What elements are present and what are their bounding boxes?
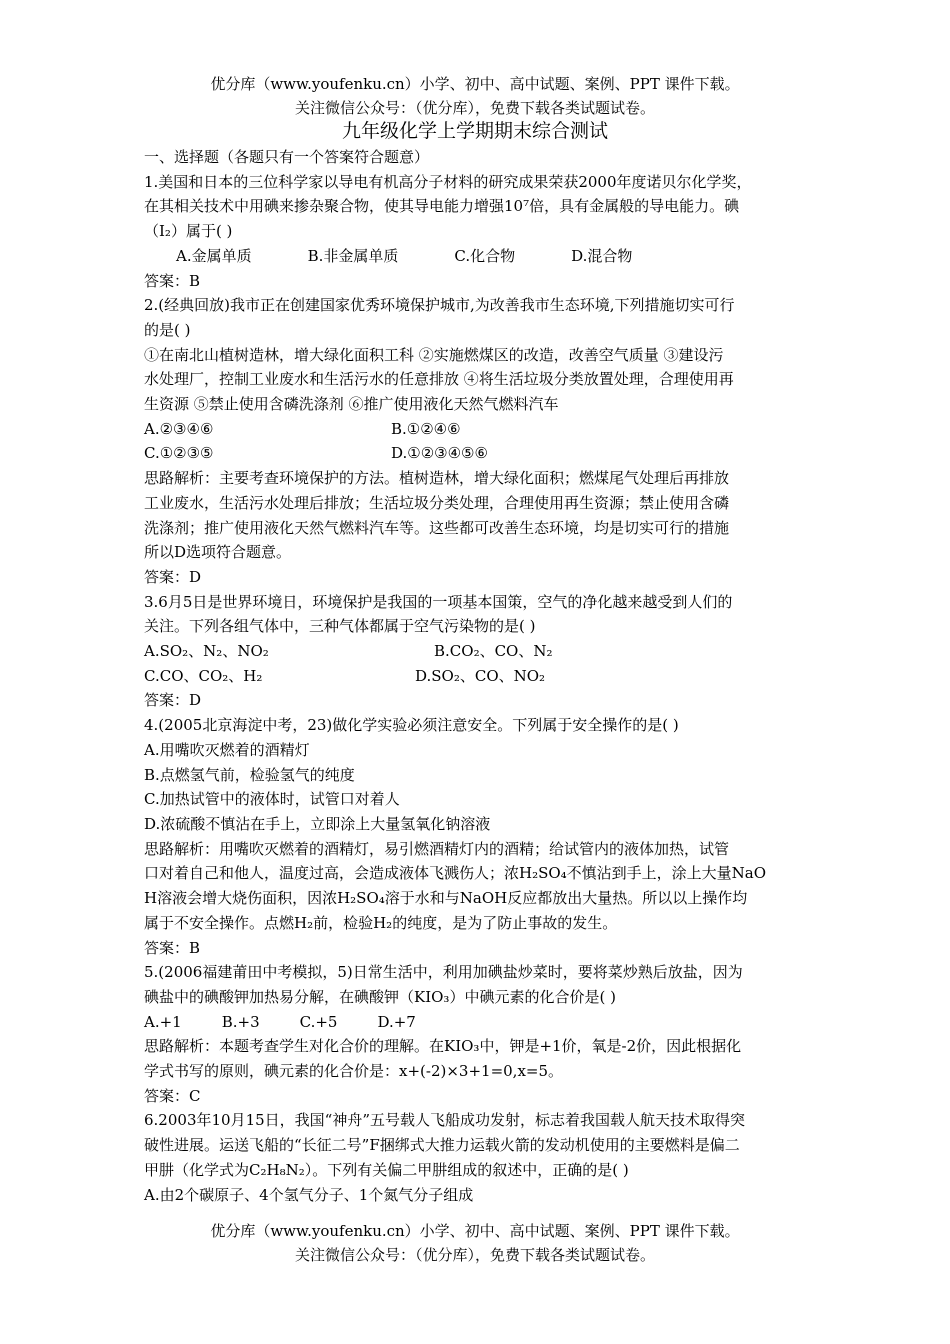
q2-explanation-2: 工业废水，生活污水处理后排放；生活垃圾分类处理，合理使用再生资源；禁止使用含磷: [144, 493, 730, 512]
q2-explanation-1: 思路解析：主要考查环境保护的方法。植树造林，增大绿化面积；燃煤尾气处理后再排放: [144, 469, 730, 488]
q5-option-d: D.+7: [377, 1012, 416, 1031]
page-header: [0, 72, 950, 120]
q3-option-d: D.SO₂、CO、NO₂: [415, 666, 546, 685]
header-line-1: 优分库（www.youfenku.cn）小学、初中、高中试题、案例、PPT 课件下载。: [210, 75, 740, 93]
q2-answer: 答案：D: [144, 567, 202, 586]
q3-answer: 答案：D: [144, 691, 202, 710]
q4-option-c: C.加热试管中的液体时，试管口对着人: [144, 790, 400, 809]
q4-explanation-2: 口对着自己和他人，温度过高，会造成液体飞溅伤人；浓H₂SO₄不慎沾到手上，涂上大量NaO: [144, 864, 767, 883]
document-title: 九年级化学上学期期末综合测试: [341, 120, 608, 142]
header-line-2: 关注微信公众号：（优分库），免费下载各类试题试卷。: [294, 99, 655, 117]
q3-option-c: C.CO、CO₂、H₂: [144, 666, 263, 685]
q2-explanation-4: 所以D选项符合题意。: [144, 543, 292, 562]
q1-options: [144, 244, 804, 269]
q5-option-c: C.+5: [299, 1012, 338, 1031]
q1-line-3: （I₂）属于( ): [144, 222, 233, 241]
q4-explanation-1: 思路解析：用嘴吹灭燃着的酒精灯，易引燃酒精灯内的酒精；给试管内的液体加热，试管: [144, 839, 730, 858]
q5-answer: 答案：C: [144, 1086, 201, 1105]
q4-explanation-3: H溶液会增大烧伤面积，因浓H₂SO₄溶于水和与NaOH反应都放出大量热。所以以上操作均: [144, 889, 748, 908]
q2-line-1: 2.(经典回放)我市正在创建国家优秀环境保护城市,为改善我市生态环境,下列措施切实可行: [144, 296, 735, 315]
q2-option-a: A.②③④⑥: [144, 419, 214, 438]
q3-option-b: B.CO₂、CO、N₂: [434, 642, 553, 661]
q5-options: [144, 1010, 804, 1035]
q2-options-row-1: [144, 417, 804, 442]
q1-answer: 答案：B: [144, 271, 201, 290]
q2-options-row-2: [144, 441, 804, 466]
q4-option-b: B.点燃氢气前，检验氢气的纯度: [144, 765, 355, 784]
q2-option-b: B.①②④⑥: [391, 419, 461, 438]
q3-option-a: A.SO₂、N₂、NO₂: [144, 642, 269, 661]
q3-line-2: 关注。下列各组气体中，三种气体都属于空气污染物的是( ): [144, 617, 536, 636]
q1-option-d: D.混合物: [571, 246, 633, 265]
q2-line-2: 的是( ): [144, 320, 191, 339]
q5-line-2: 碘盐中的碘酸钾加热易分解，在碘酸钾（KIO₃）中碘元素的化合价是( ): [144, 987, 616, 1006]
q6-line-2: 破性进展。运送飞船的“长征二号”F捆绑式大推力运载火箭的发动机使用的主要燃料是偏二: [144, 1136, 740, 1155]
q6-option-a: A.由2个碳原子、4个氢气分子、1个氮气分子组成: [144, 1185, 474, 1204]
q5-explanation-2: 学式书写的原则，碘元素的化合价是：x+(-2)×3+1=0,x=5。: [144, 1062, 564, 1081]
q5-explanation-1: 思路解析：本题考查学生对化合价的理解。在KIO₃中，钾是+1价，氧是-2价，因此根据化: [144, 1037, 742, 1056]
q5-option-b: B.+3: [221, 1012, 260, 1031]
q2-line-5: 生资源 ⑤禁止使用含磷洗涤剂 ⑥推广使用液化天然气燃料汽车: [144, 395, 559, 414]
q3-line-1: 3.6月5日是世界环境日，环境保护是我国的一项基本国策，空气的净化越来越受到人们的: [144, 592, 733, 611]
q2-line-3: ①在南北山植树造林，增大绿化面积工科 ②实施燃煤区的改造，改善空气质量 ③建设污: [144, 345, 724, 364]
footer-line-2: 关注微信公众号：（优分库），免费下载各类试题试卷。: [294, 1246, 655, 1264]
q3-options-row-2: [144, 664, 804, 689]
page-footer: [0, 1219, 950, 1267]
section-heading: 一、选择题（各题只有一个答案符合题意）: [144, 148, 430, 166]
q1-option-b: B.非金属单质: [307, 246, 399, 265]
q2-option-c: C.①②③⑤: [144, 444, 214, 463]
q6-line-3: 甲肼（化学式为C₂H₈N₂）。下列有关偏二甲肼组成的叙述中，正确的是( ): [144, 1160, 629, 1179]
q1-line-1: 1.美国和日本的三位科学家以导电有机高分子材料的研究成果荣获2000年度诺贝尔化学奖，: [144, 172, 752, 191]
footer-line-1: 优分库（www.youfenku.cn）小学、初中、高中试题、案例、PPT 课件下载。: [210, 1222, 740, 1240]
q6-line-1: 6.2003年10月15日，我国“神舟”五号载人飞船成功发射，标志着我国载人航天技术取得突: [144, 1111, 745, 1130]
q1-line-2: 在其相关技术中用碘来掺杂聚合物，使其导电能力增强10⁷倍，具有金属般的导电能力。碘: [144, 197, 740, 216]
q4-line-1: 4.(2005北京海淀中考，23)做化学实验必须注意安全。下列属于安全操作的是( ): [144, 716, 679, 735]
q4-option-a: A.用嘴吹灭燃着的酒精灯: [144, 740, 310, 759]
q2-option-d: D.①②③④⑤⑥: [391, 444, 488, 463]
q3-options-row-1: [144, 639, 804, 664]
q4-option-d: D.浓硫酸不慎沾在手上，立即涂上大量氢氧化钠溶液: [144, 814, 491, 833]
q1-option-a: A.金属单质: [176, 246, 252, 265]
q1-option-c: C.化合物: [454, 246, 516, 265]
q2-explanation-3: 洗涤剂；推广使用液化天然气燃料汽车等。这些都可改善生态环境，均是切实可行的措施: [144, 518, 730, 537]
document-body: [144, 145, 804, 1207]
q4-answer: 答案：B: [144, 938, 201, 957]
q2-line-4: 水处理厂，控制工业废水和生活污水的任意排放 ④将生活垃圾分类放置处理，合理使用再: [144, 370, 734, 389]
q4-explanation-4: 属于不安全操作。点燃H₂前，检验H₂的纯度，是为了防止事故的发生。: [144, 913, 618, 932]
q5-option-a: A.+1: [144, 1012, 182, 1031]
q5-line-1: 5.(2006福建莆田中考模拟，5)日常生活中，利用加碘盐炒菜时，要将菜炒熟后放盐，因为: [144, 963, 743, 982]
